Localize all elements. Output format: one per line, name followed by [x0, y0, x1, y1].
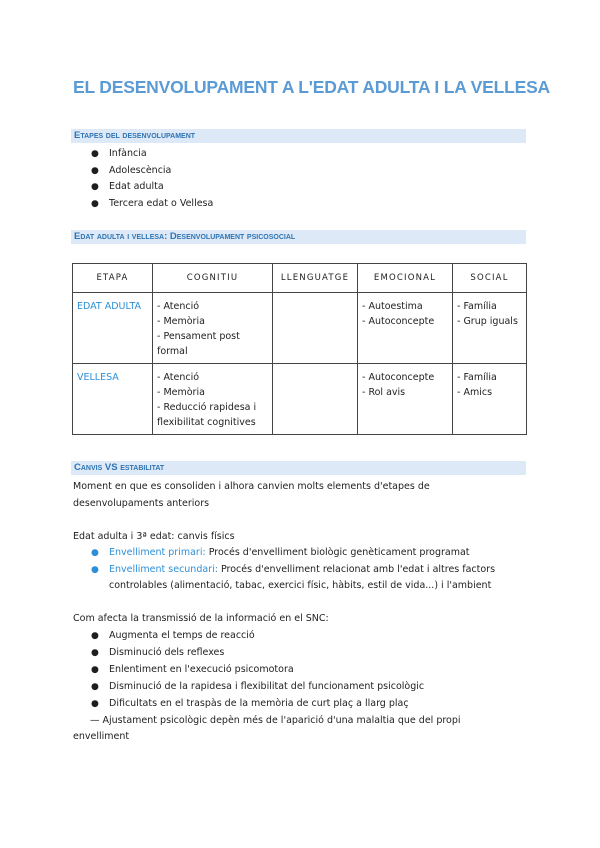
- intro-text: desenvolupaments anteriors: [73, 498, 210, 509]
- table-header-row: [73, 264, 527, 293]
- bullet-icon: ●: [91, 199, 99, 209]
- note-text: — Ajustament psicològic depèn més de l'aparició d'una malaltia que del propi: [90, 715, 461, 726]
- page-title: EL DESENVOLUPAMENT A L'EDAT ADULTA I LA VELLESA: [73, 77, 550, 97]
- cell-line: - Grup iguals: [457, 316, 518, 327]
- bullet-icon: ●: [91, 548, 99, 558]
- emocional-cell: [358, 293, 453, 364]
- intro-text: Moment en que es consoliden i alhora canvien molts elements d'etapes de: [73, 481, 430, 492]
- cell-line: formal: [157, 346, 188, 357]
- stage-cell: EDAT ADULTA: [73, 293, 153, 364]
- bullet-icon: ●: [91, 166, 99, 176]
- physical-changes-title: Edat adulta i 3ª edat: canvis físics: [73, 531, 235, 542]
- list-item: Adolescència: [109, 165, 172, 176]
- list-item: [109, 564, 495, 575]
- llenguatge-cell: [273, 364, 358, 435]
- bullet-icon: ●: [91, 665, 99, 675]
- cell-line: - Autoconcepte: [362, 372, 435, 383]
- bullet-icon: ●: [91, 182, 99, 192]
- stage-cell: VELLESA: [73, 364, 153, 435]
- note-text: envelliment: [73, 731, 130, 742]
- list-item: Tercera edat o Vellesa: [109, 198, 214, 209]
- term-label: Envelliment primari:: [109, 547, 206, 558]
- column-header: SOCIAL: [453, 264, 527, 293]
- cell-line: - Memòria: [157, 387, 205, 398]
- bullet-icon: ●: [91, 699, 99, 709]
- emocional-cell: [358, 364, 453, 435]
- bullet-icon: ●: [91, 648, 99, 658]
- list-item-continuation: controlables (alimentació, tabac, exercici físic, hàbits, estil de vida...) i l'ambient: [109, 580, 492, 591]
- column-header: LLENGUATGE: [273, 264, 358, 293]
- cell-line: - Família: [457, 301, 497, 312]
- column-header: ETAPA: [73, 264, 153, 293]
- cell-line: flexibilitat cognitives: [157, 417, 256, 428]
- social-cell: [453, 293, 527, 364]
- table-row: [73, 364, 527, 435]
- list-item: Infància: [109, 148, 147, 159]
- term-label: Envelliment secundari:: [109, 564, 218, 575]
- list-item: Enlentiment en l'execució psicomotora: [109, 664, 294, 675]
- section-heading-psicosocial: Edat adulta i vellesa: Desenvolupament psicosocial: [71, 230, 526, 244]
- psychosocial-table: [72, 263, 527, 435]
- cognitiu-cell: [153, 364, 273, 435]
- list-item: Augmenta el temps de reacció: [109, 630, 255, 641]
- cell-line: - Autoconcepte: [362, 316, 435, 327]
- bullet-icon: ●: [91, 631, 99, 641]
- column-header: EMOCIONAL: [358, 264, 453, 293]
- snc-title: Com afecta la transmissió de la informació en el SNC:: [73, 613, 329, 624]
- list-item: Disminució de la rapidesa i flexibilitat del funcionament psicològic: [109, 681, 425, 692]
- section-heading-etapes: Etapes del desenvolupament: [71, 129, 526, 143]
- cell-line: - Rol avis: [362, 387, 406, 398]
- list-item: Edat adulta: [109, 181, 164, 192]
- column-header: COGNITIU: [153, 264, 273, 293]
- section-heading-canvis: Canvis VS estabilitat: [71, 461, 526, 475]
- cell-line: - Atenció: [157, 372, 200, 383]
- cell-line: - Autoestima: [362, 301, 423, 312]
- term-text: Procés d'envelliment biològic genèticament programat: [205, 547, 470, 558]
- table-row: [73, 293, 527, 364]
- cell-line: - Memòria: [157, 316, 205, 327]
- list-item: [109, 547, 470, 558]
- llenguatge-cell: [273, 293, 358, 364]
- cell-line: - Reducció rapidesa i: [157, 402, 257, 413]
- bullet-icon: ●: [91, 682, 99, 692]
- list-item: Disminució dels reflexes: [109, 647, 225, 658]
- bullet-icon: ●: [91, 565, 99, 575]
- cell-line: - Família: [457, 372, 497, 383]
- social-cell: [453, 364, 527, 435]
- cell-line: - Atenció: [157, 301, 200, 312]
- cognitiu-cell: [153, 293, 273, 364]
- list-item: Dificultats en el traspàs de la memòria de curt plaç a llarg plaç: [109, 698, 409, 709]
- cell-line: - Amics: [457, 387, 493, 398]
- cell-line: - Pensament post: [157, 331, 240, 342]
- bullet-icon: ●: [91, 149, 99, 159]
- term-text: Procés d'envelliment relacionat amb l'edat i altres factors: [217, 564, 496, 575]
